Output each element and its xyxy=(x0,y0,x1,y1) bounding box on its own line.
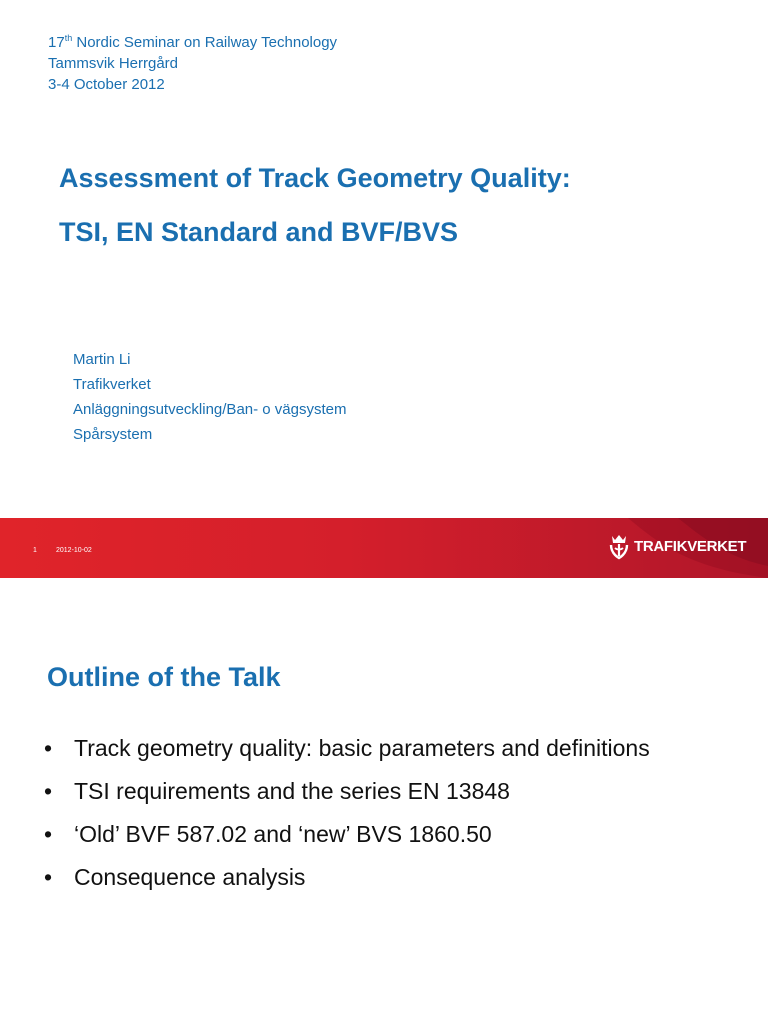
seminar-dates: 3-4 October 2012 xyxy=(48,76,165,93)
bullet-marker: • xyxy=(44,864,53,890)
slide-number: 1 xyxy=(33,547,37,554)
author-department: Anläggningsutveckling/Ban- o vägsystem xyxy=(73,401,347,418)
author-block xyxy=(73,347,347,447)
crown-emblem-icon xyxy=(608,532,630,560)
bullet-marker: • xyxy=(44,735,53,761)
seminar-info xyxy=(48,32,337,95)
slide-date: 2012-10-02 xyxy=(56,547,92,554)
list-item xyxy=(44,734,650,762)
seminar-venue: Tammsvik Herrgård xyxy=(48,55,179,72)
outline-slide xyxy=(0,578,768,1024)
bullet-marker: • xyxy=(44,821,53,847)
list-item-text: Track geometry quality: basic parameters and definitions xyxy=(74,735,650,761)
seminar-ordinal: 17 xyxy=(48,34,65,51)
outline-title: Outline of the Talk xyxy=(47,662,281,692)
author-organization: Trafikverket xyxy=(73,376,151,393)
presentation-title xyxy=(59,162,571,249)
list-item xyxy=(44,863,650,891)
trafikverket-logo xyxy=(608,532,746,560)
list-item xyxy=(44,777,650,805)
outline-list xyxy=(44,734,650,906)
logo-wordmark: TRAFIKVERKET xyxy=(634,537,747,555)
list-item-text: ‘Old’ BVF 587.02 and ‘new’ BVS 1860.50 xyxy=(74,821,492,847)
bullet-marker: • xyxy=(44,778,53,804)
seminar-ordinal-suffix: th xyxy=(64,33,73,43)
title-line-2: TSI, EN Standard and BVF/BVS xyxy=(59,217,459,247)
seminar-name: Nordic Seminar on Railway Technology xyxy=(72,34,338,51)
list-item-text: Consequence analysis xyxy=(74,864,306,890)
title-line-1: Assessment of Track Geometry Quality: xyxy=(59,163,571,193)
list-item xyxy=(44,820,650,848)
author-unit: Spårsystem xyxy=(73,426,153,443)
slide-footer-band xyxy=(0,518,768,578)
author-name: Martin Li xyxy=(73,351,131,368)
seminar-line-1 xyxy=(48,32,337,53)
list-item-text: TSI requirements and the series EN 13848 xyxy=(74,778,510,804)
